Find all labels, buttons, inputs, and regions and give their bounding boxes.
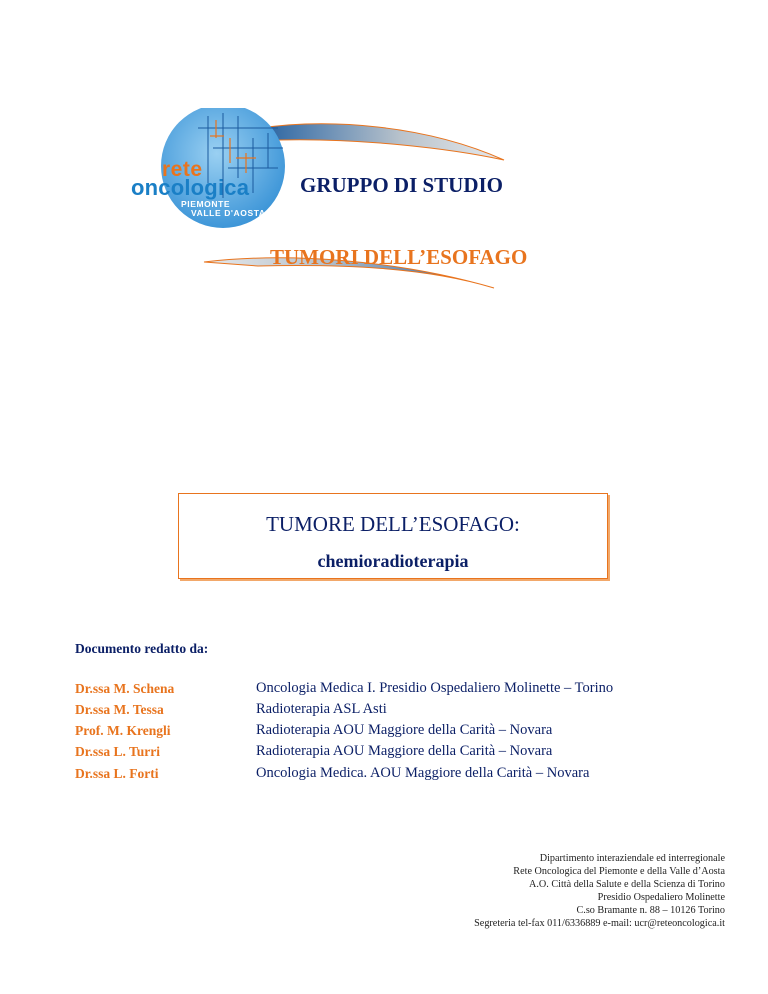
author-name: Dr.ssa M. Schena [75, 681, 175, 696]
logo-text-piemonte: PIEMONTE [181, 199, 231, 209]
author-affiliation: Radioterapia ASL Asti [256, 701, 387, 717]
group-label: GRUPPO DI STUDIO [300, 173, 504, 197]
author-affiliation: Radioterapia AOU Maggiore della Carità – Novara [256, 722, 553, 738]
document-title: TUMORE DELL’ESOFAGO: [266, 512, 520, 536]
author-name: Prof. M. Krengli [75, 723, 171, 738]
footer-line: C.so Bramante n. 88 – 10126 Torino [576, 905, 725, 916]
footer-line: Presidio Ospedaliero Molinette [597, 892, 725, 903]
footer-contact: Segreteria tel-fax 011/6336889 e-mail: ucr@reteoncologica.it [474, 918, 725, 929]
study-topic: TUMORI DELL’ESOFAGO [270, 245, 528, 269]
logo-text-oncologica: oncologica [131, 175, 250, 200]
footer-line: Dipartimento interaziendale ed interregionale [539, 853, 725, 864]
department-footer [474, 852, 725, 930]
logo-text-rete: rete [162, 158, 203, 181]
author-affiliation: Oncologia Medica. AOU Maggiore della Carità – Novara [256, 765, 590, 781]
logo-text-valle: VALLE D'AOSTA [191, 208, 266, 218]
author-name: Dr.ssa L. Turri [75, 744, 161, 759]
footer-line: Rete Oncologica del Piemonte e della Valle d’Aosta [513, 866, 725, 877]
footer-line: A.O. Città della Salute e della Scienza di Torino [528, 879, 725, 890]
document-subtitle: chemioradioterapia [317, 551, 469, 571]
author-affiliation: Radioterapia AOU Maggiore della Carità – Novara [256, 743, 553, 759]
authors-heading: Documento redatto da: [75, 641, 209, 656]
author-name: Dr.ssa L. Forti [75, 766, 159, 781]
author-name: Dr.ssa M. Tessa [75, 702, 164, 717]
author-affiliation: Oncologia Medica I. Presidio Ospedaliero Molinette – Torino [256, 680, 614, 696]
